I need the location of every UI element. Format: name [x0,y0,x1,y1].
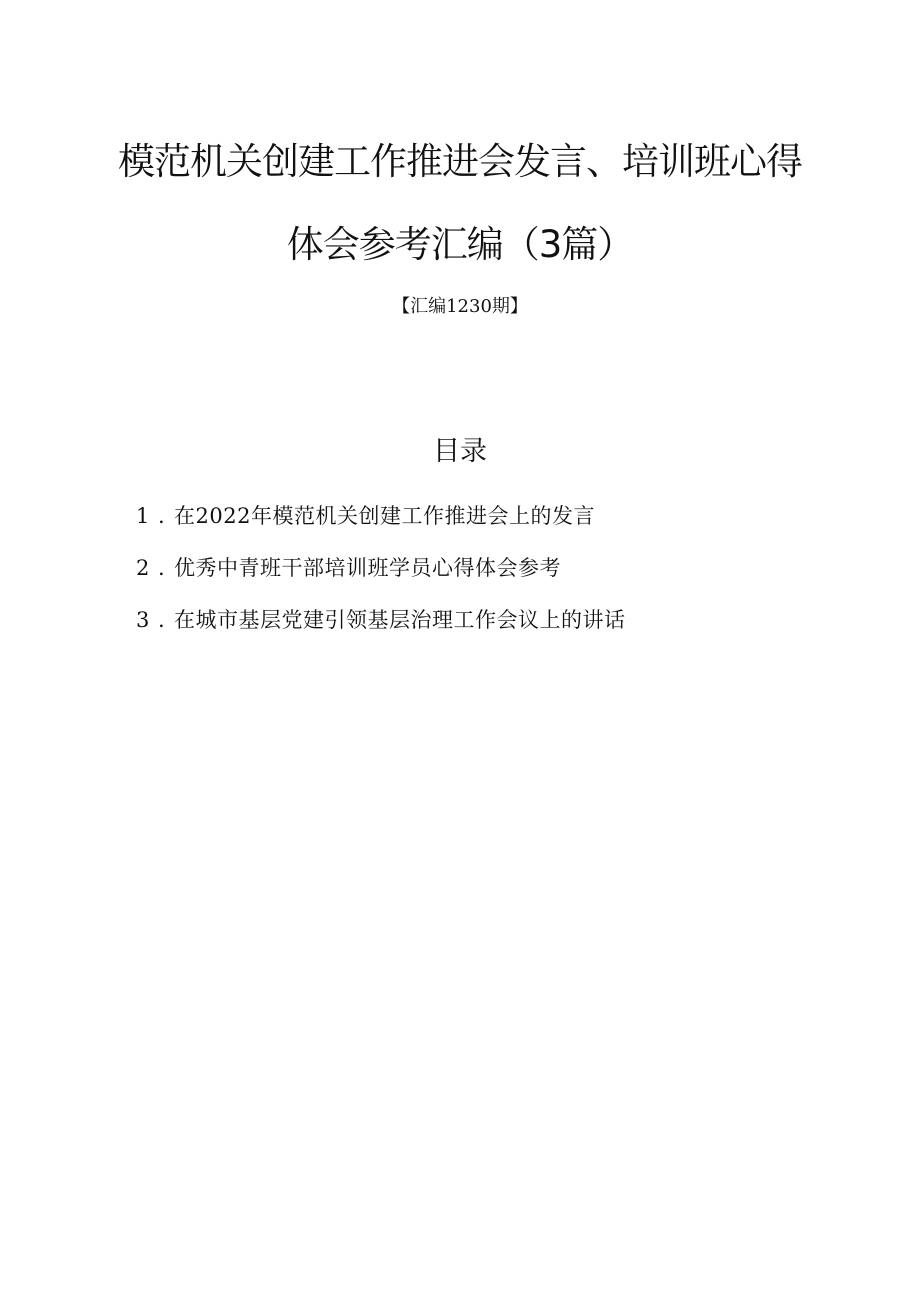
toc-item-2 [136,552,836,604]
issue-label: 【汇编1230期】 [392,296,528,317]
toc-item-separator: . [158,504,165,528]
toc-item-number: 2 [136,556,150,580]
toc-item-number: 3 [136,608,150,632]
toc-item-number: 1 [136,504,150,528]
toc-item-separator: . [158,608,165,632]
toc-item-text: 在城市基层党建引领基层治理工作会议上的讲话 [174,608,626,632]
toc-item-separator: . [158,556,165,580]
document-title-line-2: 体会参考汇编（3篇） [286,223,634,266]
table-of-contents [136,500,836,656]
toc-heading: 目录 [433,436,487,467]
toc-item-1 [136,500,836,552]
toc-item-3 [136,604,836,656]
document-title-line-1: 模范机关创建工作推进会发言、培训班心得 [118,140,802,183]
toc-item-text: 优秀中青班干部培训班学员心得体会参考 [174,556,561,580]
toc-item-text: 在2022年模范机关创建工作推进会上的发言 [174,504,595,528]
